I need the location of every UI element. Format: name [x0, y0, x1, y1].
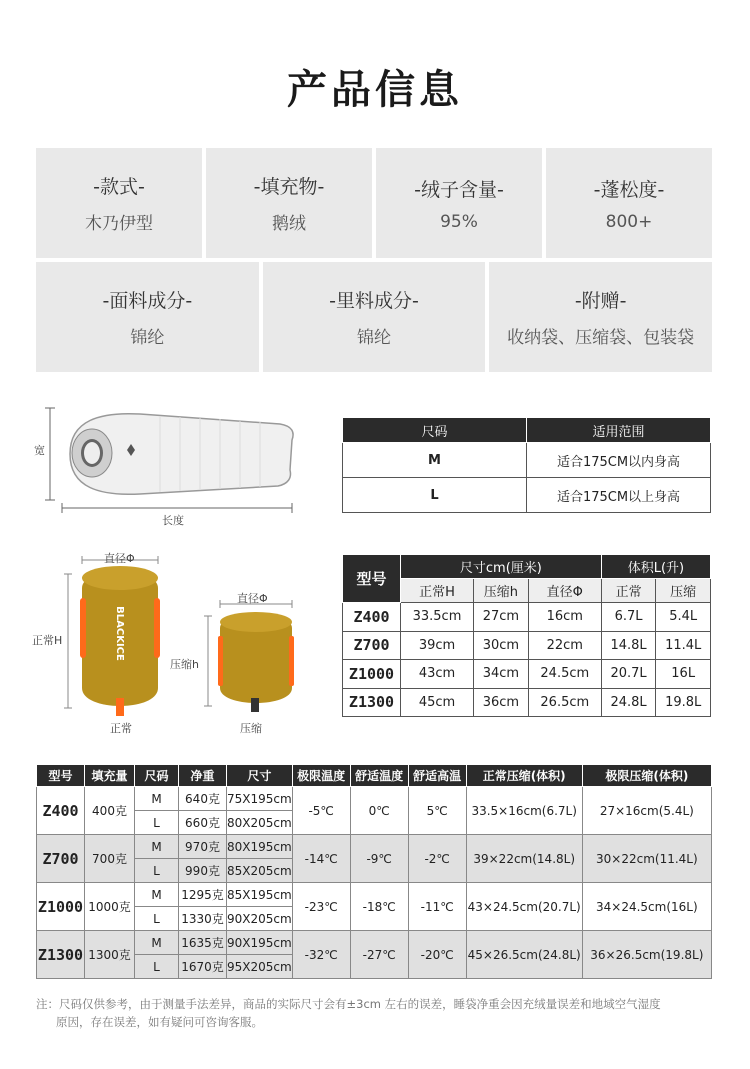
dimension-cell: 90X205cm	[227, 907, 293, 931]
info-label: -蓬松度-	[593, 178, 665, 201]
size-cell: M	[135, 883, 179, 907]
weight-cell: 660克	[179, 811, 227, 835]
info-label: -里料成分-	[329, 290, 419, 312]
table-row	[343, 478, 711, 513]
size-cell: M	[135, 835, 179, 859]
value-cell: 24.5cm	[528, 660, 601, 689]
spec-header: 极限温度	[292, 765, 350, 787]
weight-cell: 1295克	[179, 883, 227, 907]
comfort-cell: -27℃	[350, 931, 408, 979]
info-value: 95%	[440, 211, 478, 232]
stuff-sack-graphics	[30, 548, 320, 738]
dimension-cell: 85X195cm	[227, 883, 293, 907]
model-cell: Z700	[343, 631, 401, 660]
table-row	[37, 787, 712, 811]
subheader: 压缩	[656, 579, 711, 603]
value-cell: 30cm	[474, 631, 529, 660]
extreme-cell: 30×22cm(11.4L)	[582, 835, 711, 883]
size-cell: M	[135, 787, 179, 811]
value-cell: 5.4L	[656, 603, 711, 632]
value-cell: 43cm	[401, 660, 474, 689]
range-cell: 适合175CM以内身高	[527, 443, 711, 478]
table-row	[343, 443, 711, 478]
normal-caption: 正常	[110, 722, 132, 735]
dimension-cell: 75X195cm	[227, 787, 293, 811]
model-cell: Z700	[37, 835, 85, 883]
info-label: -绒子含量-	[414, 178, 504, 201]
info-down-content	[376, 148, 542, 258]
extreme-cell: 27×16cm(5.4L)	[582, 787, 711, 835]
fill-cell: 400克	[85, 787, 135, 835]
value-cell: 34cm	[474, 660, 529, 689]
dimension-cell: 85X205cm	[227, 859, 293, 883]
compressed-height-label: 压缩h	[170, 658, 199, 671]
table-row	[343, 603, 711, 632]
sleeping-bag-illustration	[30, 400, 310, 530]
value-cell: 45cm	[401, 688, 474, 717]
spec-table	[36, 764, 712, 979]
table-header-row	[343, 555, 711, 579]
spec-header: 舒适高温	[408, 765, 466, 787]
value-cell: 19.8L	[656, 688, 711, 717]
header-range: 适用范围	[527, 418, 711, 443]
info-filling	[206, 148, 372, 258]
info-label: -附赠-	[574, 290, 627, 312]
info-label: -填充物-	[253, 176, 325, 198]
value-cell: 26.5cm	[528, 688, 601, 717]
table-header-row	[343, 418, 711, 443]
header-size: 尺码	[343, 418, 527, 443]
normal-cell: 33.5×16cm(6.7L)	[466, 787, 582, 835]
spec-header: 正常压缩(体积)	[466, 765, 582, 787]
size-cell: M	[343, 443, 527, 478]
info-value: 木乃伊型	[85, 214, 153, 234]
model-cell: Z1000	[343, 660, 401, 689]
fill-cell: 1000克	[85, 883, 135, 931]
value-cell: 6.7L	[601, 603, 656, 632]
limit-cell: -5℃	[292, 787, 350, 835]
dimension-cell: 80X195cm	[227, 835, 293, 859]
high-cell: -2℃	[408, 835, 466, 883]
compressed-caption: 压缩	[240, 722, 262, 735]
table-row	[37, 835, 712, 859]
info-label: -款式-	[93, 176, 145, 198]
weight-cell: 990克	[179, 859, 227, 883]
dimension-cell: 95X205cm	[227, 955, 293, 979]
size-cell: M	[135, 931, 179, 955]
range-cell: 适合175CM以上身高	[527, 478, 711, 513]
subheader: 正常	[601, 579, 656, 603]
fill-cell: 1300克	[85, 931, 135, 979]
value-cell: 22cm	[528, 631, 601, 660]
table-row	[343, 660, 711, 689]
value-cell: 36cm	[474, 688, 529, 717]
table-row	[37, 931, 712, 955]
high-cell: -20℃	[408, 931, 466, 979]
dimension-cell: 90X195cm	[227, 931, 293, 955]
model-cell: Z400	[37, 787, 85, 835]
high-cell: 5℃	[408, 787, 466, 835]
brand-logo: BLACKICE	[113, 606, 125, 661]
disclaimer-note	[36, 995, 716, 1031]
value-cell: 39cm	[401, 631, 474, 660]
normal-cell: 39×22cm(14.8L)	[466, 835, 582, 883]
fill-cell: 700克	[85, 835, 135, 883]
limit-cell: -23℃	[292, 883, 350, 931]
subheader: 压缩h	[474, 579, 529, 603]
info-accessories	[489, 262, 712, 372]
spec-header: 净重	[179, 765, 227, 787]
info-style	[36, 148, 202, 258]
normal-height-label: 正常H	[32, 634, 63, 647]
spec-header: 尺寸	[227, 765, 293, 787]
info-fill-power	[546, 148, 712, 258]
header-size: 尺寸cm(厘米)	[401, 555, 602, 579]
limit-cell: -32℃	[292, 931, 350, 979]
high-cell: -11℃	[408, 883, 466, 931]
weight-cell: 1635克	[179, 931, 227, 955]
packed-size-table	[342, 554, 711, 717]
comfort-cell: -18℃	[350, 883, 408, 931]
value-cell: 14.8L	[601, 631, 656, 660]
weight-cell: 1670克	[179, 955, 227, 979]
packed-bag-illustration	[30, 548, 320, 738]
header-model: 型号	[343, 555, 401, 603]
spec-header: 舒适温度	[350, 765, 408, 787]
info-label: -面料成分-	[102, 290, 193, 312]
model-cell: Z1300	[343, 688, 401, 717]
value-cell: 11.4L	[656, 631, 711, 660]
size-range-table	[342, 417, 711, 513]
size-cell: L	[135, 859, 179, 883]
info-grid-row2	[36, 262, 712, 372]
info-value: 锦纶	[130, 328, 165, 348]
info-value: 800+	[605, 211, 653, 232]
subheader: 正常H	[401, 579, 474, 603]
header-volume: 体积L(升)	[601, 555, 710, 579]
spec-header: 型号	[37, 765, 85, 787]
value-cell: 24.8L	[601, 688, 656, 717]
note-line: 注：尺码仅供参考，由于测量手法差异，商品的实际尺寸会有±3cm 左右的误差，睡袋净重会因充绒量误差和地域空气湿度	[36, 997, 661, 1011]
model-cell: Z400	[343, 603, 401, 632]
info-value: 锦纶	[357, 328, 391, 348]
size-cell: L	[135, 907, 179, 931]
table-header-row	[37, 765, 712, 787]
size-cell: L	[343, 478, 527, 513]
comfort-cell: -9℃	[350, 835, 408, 883]
value-cell: 16L	[656, 660, 711, 689]
size-cell: L	[135, 811, 179, 835]
normal-cell: 45×26.5cm(24.8L)	[466, 931, 582, 979]
size-cell: L	[135, 955, 179, 979]
spec-header: 填充量	[85, 765, 135, 787]
normal-cell: 43×24.5cm(20.7L)	[466, 883, 582, 931]
compressed-diameter-label: 直径Φ	[237, 592, 268, 605]
page-title: 产品信息	[287, 67, 463, 113]
table-row	[343, 631, 711, 660]
spec-header: 极限压缩(体积)	[582, 765, 711, 787]
info-value: 收纳袋、压缩袋、包装袋	[507, 328, 695, 348]
info-value: 鹅绒	[272, 214, 306, 234]
value-cell: 20.7L	[601, 660, 656, 689]
length-label: 长度	[162, 514, 184, 527]
extreme-cell: 36×26.5cm(19.8L)	[582, 931, 711, 979]
value-cell: 33.5cm	[401, 603, 474, 632]
spec-header: 尺码	[135, 765, 179, 787]
weight-cell: 1330克	[179, 907, 227, 931]
extreme-cell: 34×24.5cm(16L)	[582, 883, 711, 931]
dimension-cell: 80X205cm	[227, 811, 293, 835]
info-lining-material	[263, 262, 486, 372]
limit-cell: -14℃	[292, 835, 350, 883]
weight-cell: 970克	[179, 835, 227, 859]
model-cell: Z1300	[37, 931, 85, 979]
width-label: 宽	[34, 444, 45, 457]
comfort-cell: 0℃	[350, 787, 408, 835]
model-cell: Z1000	[37, 883, 85, 931]
value-cell: 16cm	[528, 603, 601, 632]
info-grid-row1	[36, 148, 712, 258]
subheader: 直径Φ	[528, 579, 601, 603]
weight-cell: 640克	[179, 787, 227, 811]
table-row	[343, 688, 711, 717]
table-row	[37, 883, 712, 907]
info-shell-material	[36, 262, 259, 372]
note-line: 原因，存在误差，如有疑问可咨询客服。	[56, 1015, 263, 1029]
value-cell: 27cm	[474, 603, 529, 632]
bag-dimension-diagram	[30, 400, 310, 530]
normal-diameter-label: 直径Φ	[104, 552, 135, 565]
